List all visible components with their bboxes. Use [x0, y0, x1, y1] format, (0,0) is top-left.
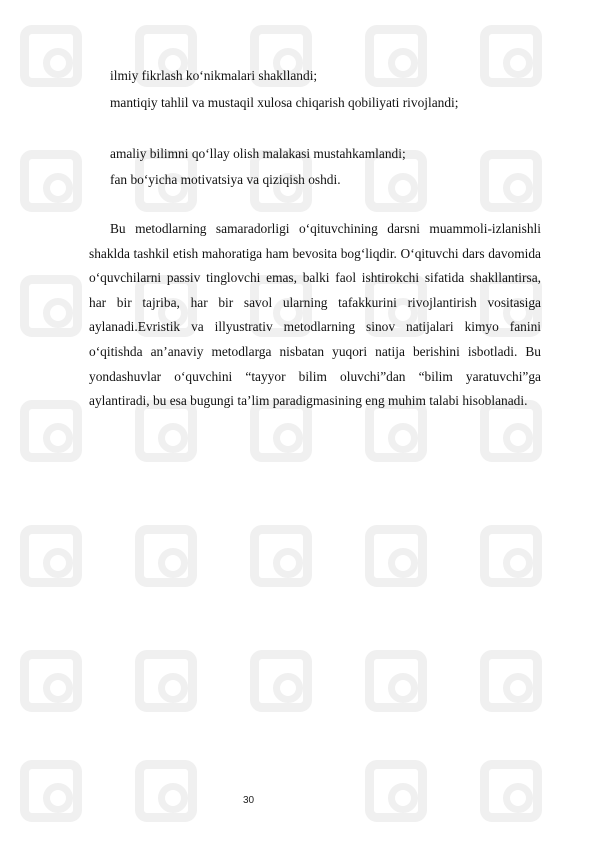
- page-number: 30: [243, 795, 255, 806]
- list-item: mantiqiy tahlil va mustaqil xulosa chiqarish qobiliyati rivojlandi;: [110, 95, 459, 110]
- list-item: ilmiy fikrlash ko‘nikmalari shakllandi;: [110, 68, 318, 83]
- list-item: fan bo‘yicha motivatsiya va qiziqish oshdi.: [110, 172, 341, 187]
- list-item: amaliy bilimni qo‘llay olish malakasi mustahkamlandi;: [110, 146, 406, 161]
- body-paragraph: Bu metodlarning samaradorligi o‘qituvchining darsni muammoli-izlanishli shaklda tashkil etish mahoratiga ham bevosita bog‘liqdir. O‘qituvchi dars davomida o‘quvchilarni passiv tinglovchi emas, balki faol ishtirokchi sifatida shakllantirsa, har bir tajriba, har bir savol ularning tafakkurini rivojlantirish vositasiga aylanadi.Evristik va illyustrativ metodlarning sinov natijalari kimyo fanini o‘qitishda an’anaviy metodlarga nisbatan yuqori natija berishini isbotladi. Bu yondashuvlar o‘quvchini “tayyor bilim oluvchi”dan “bilim yaratuvchi”ga aylantiradi, bu esa bugungi ta’lim paradigmasining eng muhim talabi hisoblanadi.: [89, 221, 541, 409]
